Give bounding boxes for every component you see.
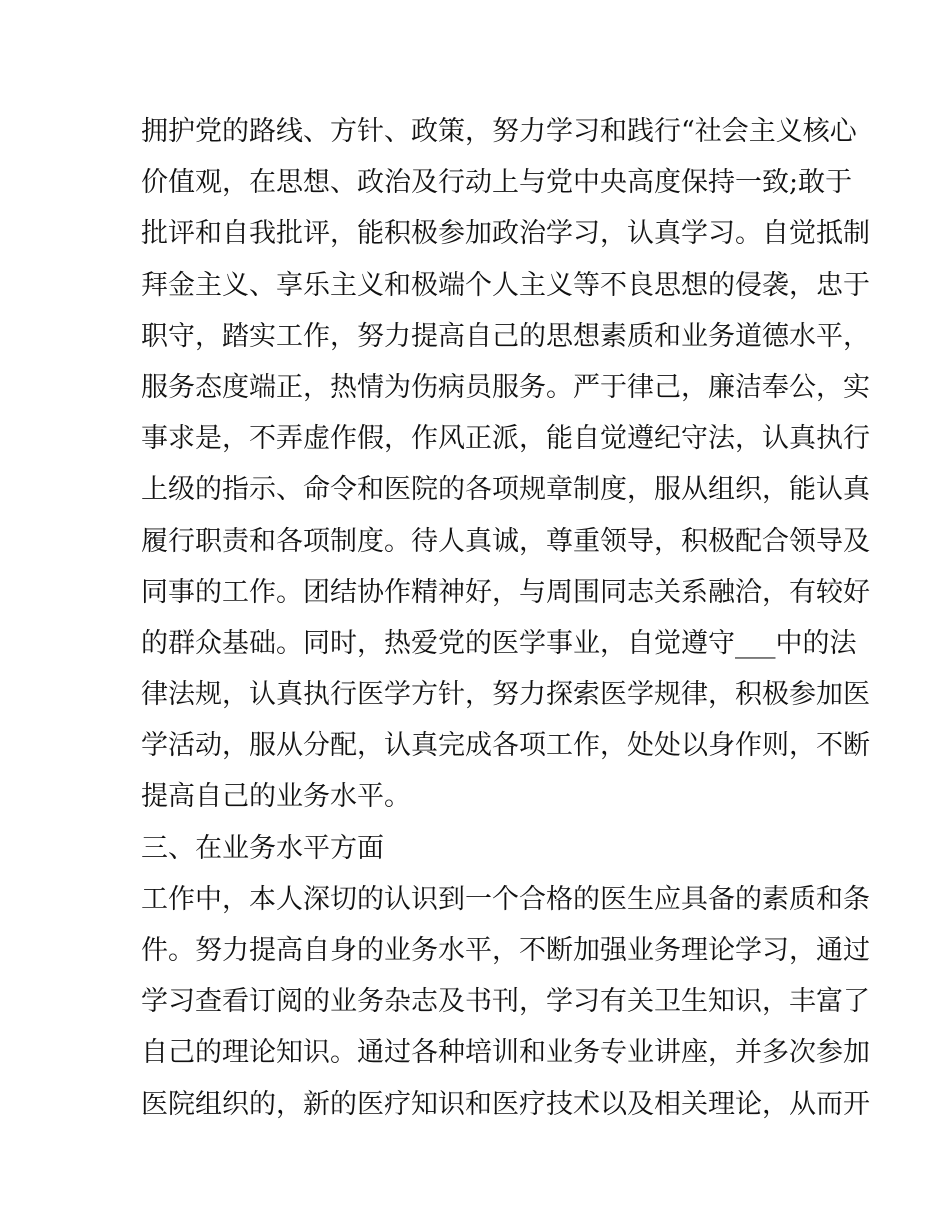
paragraph-line: 学习查看订阅的业务杂志及书刊，学习有关卫生知识，丰富了 (141, 986, 870, 1018)
paragraph-line: 的群众基础。同时，热爱党的医学事业，自觉遵守___中的法 (141, 627, 857, 659)
paragraph-line: 件。努力提高自身的业务水平，不断加强业务理论学习，通过 (141, 935, 870, 966)
paragraph-line: 拜金主义、享乐主义和极端个人主义等不良思想的侵袭，忠于 (141, 269, 870, 301)
section-heading: 三、在业务水平方面 (141, 832, 384, 864)
paragraph-line: 事求是，不弄虚作假，作风正派，能自觉遵纪守法，认真执行 (141, 423, 870, 455)
paragraph-line: 律法规，认真执行医学方针，努力探索医学规律，积极参加医 (141, 679, 870, 711)
paragraph-line: 同事的工作。团结协作精神好，与周围同志关系融洽，有较好 (141, 576, 870, 608)
paragraph-line: 批评和自我批评，能积极参加政治学习，认真学习。自觉抵制 (141, 218, 870, 250)
document-body (141, 106, 870, 1130)
paragraph-line: 自己的理论知识。通过各种培训和业务专业讲座，并多次参加 (141, 1037, 870, 1069)
paragraph-line: 提高自己的业务水平。 (141, 781, 411, 813)
paragraph-line: 上级的指示、命令和医院的各项规章制度，服从组织，能认真 (141, 474, 870, 506)
paragraph-line: 学活动，服从分配，认真完成各项工作，处处以身作则，不断 (141, 730, 870, 762)
paragraph-line: 服务态度端正，热情为伤病员服务。严于律己，廉洁奉公，实 (141, 371, 870, 403)
paragraph-line: 工作中，本人深切的认识到一个合格的医生应具备的素质和条 (141, 883, 870, 915)
paragraph-line: 价值观，在思想、政治及行动上与党中央高度保持一致;敢于 (141, 167, 853, 199)
paragraph-line: 拥护党的路线、方针、政策，努力学习和践行“社会主义核心 (141, 116, 857, 147)
paragraph-line: 履行职责和各项制度。待人真诚，尊重领导，积极配合领导及 (141, 525, 870, 557)
paragraph-line: 职守，踏实工作，努力提高自己的思想素质和业务道德水平， (141, 320, 870, 352)
paragraph-line: 医院组织的，新的医疗知识和医疗技术以及相关理论，从而开 (141, 1088, 870, 1120)
